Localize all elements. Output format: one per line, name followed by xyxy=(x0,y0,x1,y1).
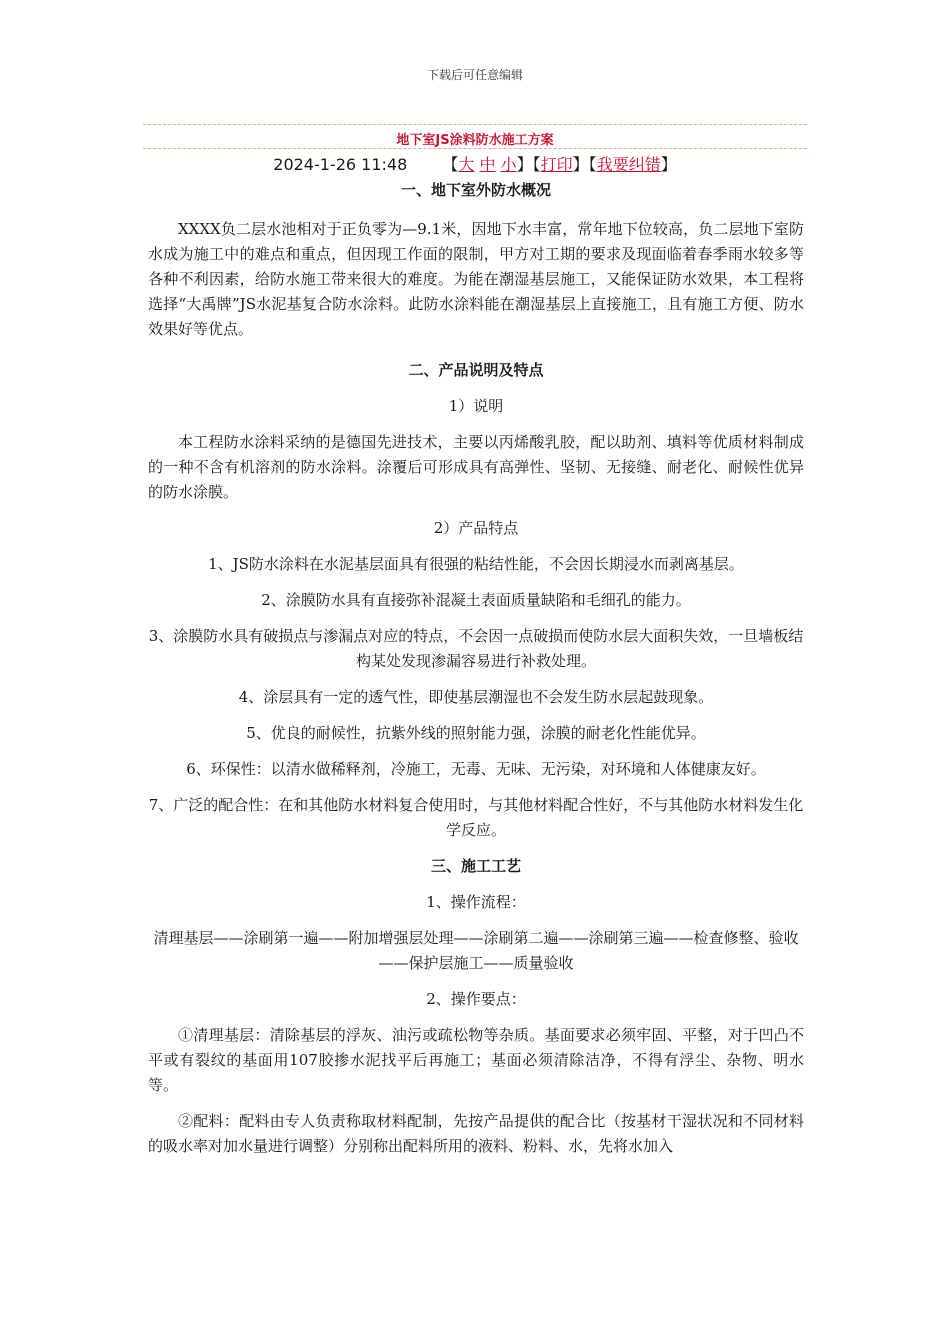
bracket-open: 【 xyxy=(588,155,597,174)
bracket-close: 】 xyxy=(516,155,533,174)
article-body xyxy=(148,178,804,1170)
publish-date: 2024-1-26 11:48 xyxy=(273,155,408,174)
section-heading: 三、施工工艺 xyxy=(430,857,521,875)
subheading: 1）说明 xyxy=(448,397,504,415)
header-note: 下载后可任意编辑 xyxy=(426,68,523,82)
feature-item: 2、涂膜防水具有直接弥补混凝土表面质量缺陷和毛细孔的能力。 xyxy=(261,591,691,609)
report-error-link[interactable]: 我要纠错 xyxy=(596,155,661,174)
feature-item: 4、涂层具有一定的透气性，即使基层潮湿也不会发生防水层起鼓现象。 xyxy=(238,688,714,706)
subheading: 2、操作要点： xyxy=(426,990,526,1008)
document-title: 地下室JS涂料防水施工方案 xyxy=(396,133,554,148)
paragraph: ②配料：配料由专人负责称取材料配制，先按产品提供的配合比（按基材干湿状况和不同材料的吸水率对加水量进行调整）分别称出配料所用的液料、粉料、水，先将水加入 xyxy=(148,1112,804,1155)
feature-item: 3、涂膜防水具有破损点与渗漏点对应的特点，不会因一点破损而使防水层大面积失效，一旦墙板结构某处发现渗漏容易进行补救处理。 xyxy=(148,627,804,670)
feature-item: 6、环保性：以清水做稀释剂，冷施工，无毒、无味、无污染，对环境和人体健康友好。 xyxy=(186,760,766,778)
feature-item: 5、优良的耐候性，抗紫外线的照射能力强，涂膜的耐老化性能优异。 xyxy=(246,724,706,742)
bracket-open: 【 xyxy=(532,155,541,174)
section-heading: 二、产品说明及特点 xyxy=(408,361,544,379)
paragraph: 本工程防水涂料采纳的是德国先进技术，主要以丙烯酸乳胶，配以助剂、填料等优质材料制成的一种不含有机溶剂的防水涂料。涂覆后可形成具有高弹性、坚韧、无接缝、耐老化、耐候性优异的防水涂膜。 xyxy=(148,433,804,501)
section-heading: 一、地下室外防水概况 xyxy=(400,181,551,199)
font-size-medium-link[interactable]: 中 xyxy=(479,155,496,174)
bracket-close: 】 xyxy=(660,155,677,174)
paragraph: ①清理基层：清除基层的浮灰、油污或疏松物等杂质。基面要求必须牢固、平整，对于凹凸不平或有裂纹的基面用107胶掺水泥找平后再施工；基面必须清除洁净，不得有浮尘、杂物、明水等。 xyxy=(148,1026,804,1094)
font-size-small-link[interactable]: 小 xyxy=(500,155,517,174)
paragraph: XXXX负二层水池相对于正负零为—9.1米，因地下水丰富，常年地下位较高，负二层地下室防水成为施工中的难点和重点，但因现工作面的限制，甲方对工期的要求及现面临着春季雨水较多等各种不利因素，给防水施工带来很大的难度。为能在潮湿基层施工，又能保证防水效果，本工程将选择“大禹牌”JS水泥基复合防水涂料。此防水涂料能在潮湿基层上直接施工，且有施工方便、防水效果好等优点。 xyxy=(148,220,804,338)
meta-row xyxy=(0,152,950,175)
subheading: 1、操作流程： xyxy=(426,893,526,911)
bracket-close: 】 xyxy=(572,155,589,174)
bottom-divider xyxy=(143,148,807,149)
feature-item: 1、JS防水涂料在水泥基层面具有很强的粘结性能，不会因长期浸水而剥离基层。 xyxy=(208,555,744,573)
feature-item: 7、广泛的配合性：在和其他防水材料复合使用时，与其他材料配合性好，不与其他防水材料发生化学反应。 xyxy=(148,796,804,839)
print-link[interactable]: 打印 xyxy=(540,155,573,174)
process-flow: 清理基层——涂刷第一遍——附加增强层处理——涂刷第二遍——涂刷第三遍——检查修整、验收——保护层施工——质量验收 xyxy=(153,929,799,972)
top-divider xyxy=(143,124,807,125)
font-size-large-link[interactable]: 大 xyxy=(458,155,475,174)
bracket-open: 【 xyxy=(442,155,459,174)
subheading: 2）产品特点 xyxy=(433,519,519,537)
